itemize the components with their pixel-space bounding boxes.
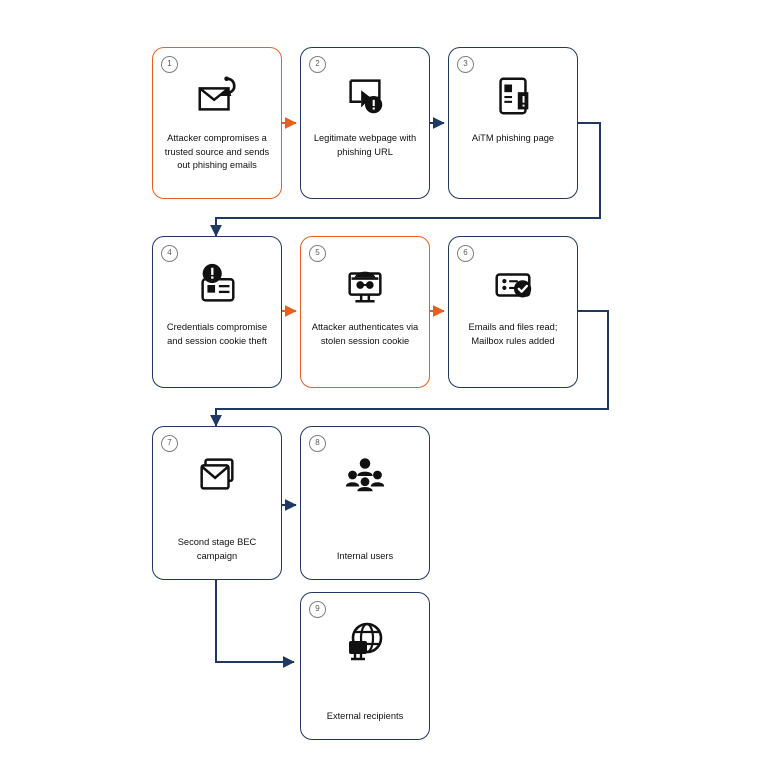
node-number-badge: 5 [309, 245, 326, 262]
node-7[interactable] [152, 426, 282, 580]
node-5[interactable] [300, 236, 430, 388]
node-2-label: Legitimate webpage with phishing URL [313, 133, 417, 157]
node-3-label: AiTM phishing page [471, 133, 555, 143]
node-7-label: Second stage BEC campaign [177, 537, 257, 561]
node-number-badge: 7 [161, 435, 178, 452]
globe-computer-icon [339, 615, 391, 667]
browser-warning-page-icon [487, 70, 539, 122]
node-number-badge: 4 [161, 245, 178, 262]
connector-7-9 [216, 580, 294, 662]
node-8-label: Internal users [336, 550, 394, 561]
node-5-label: Attacker authenticates via stolen session cookie [311, 322, 419, 346]
node-number-badge: 6 [457, 245, 474, 262]
attacker-device-icon [339, 259, 391, 311]
webpage-click-warning-icon [339, 70, 391, 122]
node-1[interactable] [152, 47, 282, 199]
node-4-label: Credentials compromise and session cookie theft [166, 322, 268, 346]
node-4[interactable] [152, 236, 282, 388]
node-9-label: External recipients [326, 710, 404, 721]
node-9[interactable] [300, 592, 430, 740]
node-number-badge: 1 [161, 56, 178, 73]
node-number-badge: 3 [457, 56, 474, 73]
mailbox-rules-check-icon [487, 259, 539, 311]
node-2[interactable] [300, 47, 430, 199]
node-6[interactable] [448, 236, 578, 388]
node-1-label: Attacker compromises a trusted source and sends out phishing emails [164, 133, 270, 170]
node-3[interactable] [448, 47, 578, 199]
credentials-alert-icon [191, 259, 243, 311]
node-6-label: Emails and files read; Mailbox rules added [468, 322, 558, 346]
node-8[interactable] [300, 426, 430, 580]
node-number-badge: 2 [309, 56, 326, 73]
phishing-mail-hook-icon [191, 70, 243, 122]
envelope-stack-icon [191, 449, 243, 501]
node-number-badge: 8 [309, 435, 326, 452]
internal-users-group-icon [339, 449, 391, 501]
node-number-badge: 9 [309, 601, 326, 618]
